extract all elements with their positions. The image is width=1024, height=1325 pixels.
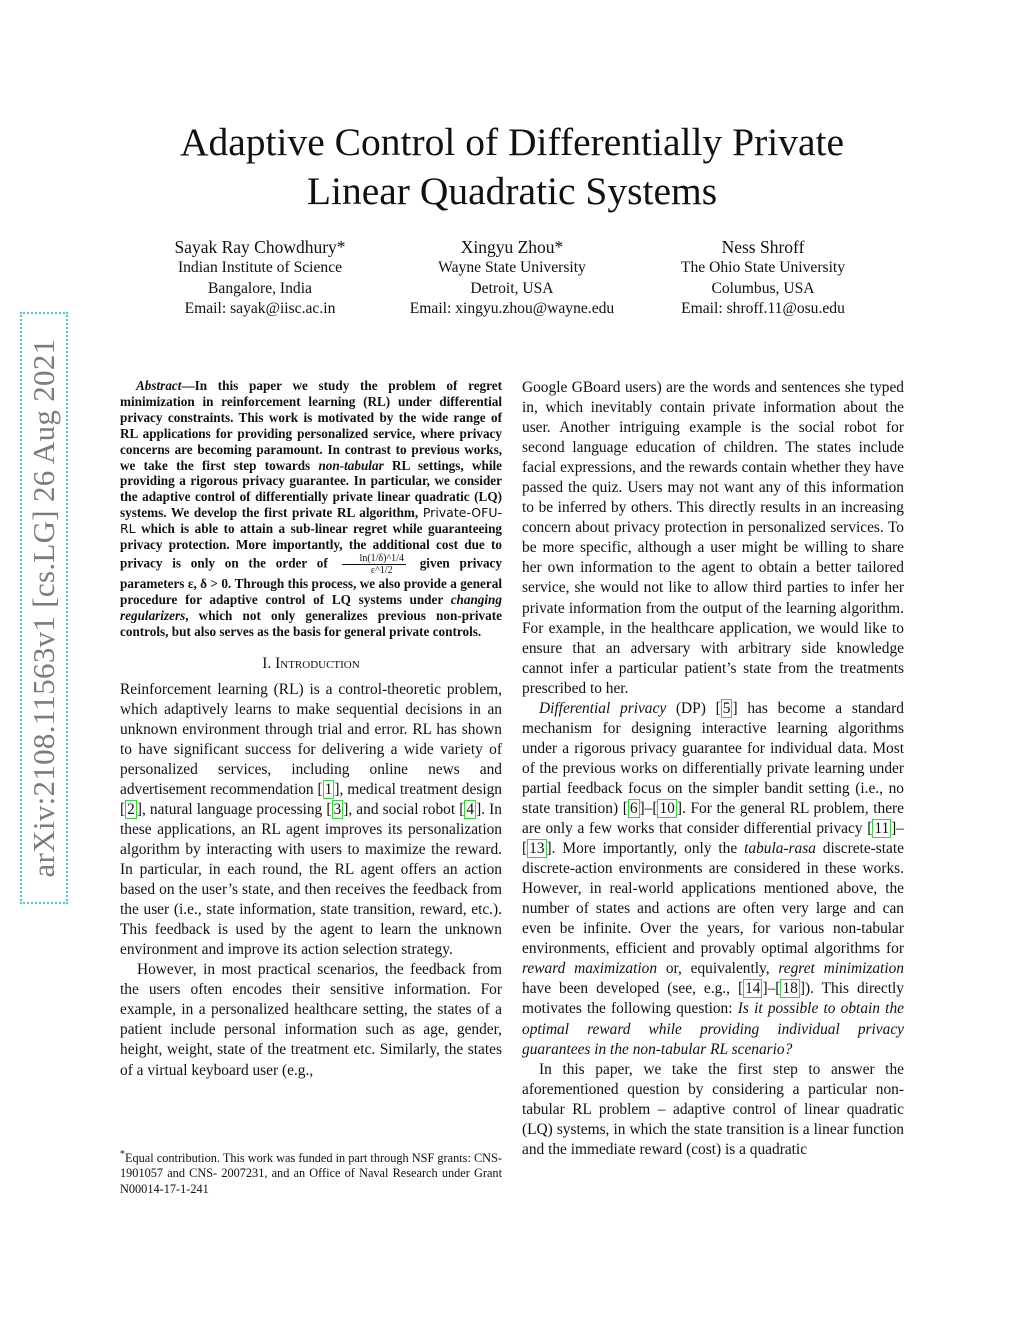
right-column [522, 378, 904, 1160]
citation-link[interactable]: 1 [324, 780, 333, 798]
citation-link[interactable]: 6 [629, 799, 638, 817]
algorithm-name: Private-OFU-RL [120, 505, 502, 537]
citation-link[interactable]: 5 [722, 699, 731, 717]
author-affiliation: The Ohio State University [680, 259, 846, 276]
citation-link[interactable]: 4 [466, 800, 475, 818]
citation-link[interactable]: 13 [529, 840, 545, 858]
citation-link[interactable]: 14 [745, 980, 761, 998]
citation-link[interactable]: 11 [874, 820, 890, 838]
section-heading-introduction: I. Introduction [262, 654, 360, 672]
author-location: Columbus, USA [711, 279, 815, 297]
citation-link[interactable]: 18 [782, 980, 798, 998]
title-line-1: Adaptive Control of Differentially Private [179, 120, 845, 164]
right-paragraph-1: Google GBoard users) are the words and sentences she typed in, which inevitably contain private information about the user. Another intriguing example is the social robot for second language education of children. The states include facial expressions, and the rewards contain whether they have passed the quiz. Users may not want any of this information to be inferred by others. This directly results in an increasing concern about privacy protection in personalized services. To be more specific, although a user might be willing to share her own information to the agent to obtain a better tailored service, she would not like to allow third parties to infer her private information from the output of the learning algorithm. For example, in the healthcare application, we would like to ensure that an adversary with arbitrary side knowledge cannot infer a particular patient’s state from the treatments prescribed to her. [522, 379, 904, 697]
author-affiliation: Indian Institute of Science [177, 259, 343, 276]
abstract: Abstract—In this paper we study the problem of regret minimization in reinforcement learning (RL) under differential privacy constraints. This work is motivated by the wide range of RL applications for providing personalized service, where privacy concerns are becoming paramount. In contrast to previous works, we take the first step towards non-tabular RL settings, while providing a rigorous privacy guarantee. In particular, we consider the adaptive control of differentially private linear quadratic (LQ) systems. We develop the first private RL algorithm, Private-OFU-RL which is able to attain a sub-linear regret while guaranteeing privacy protection. More importantly, the additional cost due to privacy is only on the order of $\frac{\ln(1/\delta)\^{}1/4}{\varepsilon\^{}1/2}$ given privacy parameters ε, δ > 0. Through this process, we also provide a general procedure for adaptive control of LQ systems under changing regularizers, which not only generalizes previous non-private controls, but also serves as the basis for general private controls. [120, 378, 503, 639]
paper-title [120, 118, 904, 216]
author-name: Sayak Ray Chowdhury* [174, 237, 346, 257]
arxiv-id: arXiv:2108.11563v1 [cs.LG] 26 Aug 2021 [26, 338, 61, 878]
author-affiliation: Wayne State University [438, 259, 586, 276]
privacy-cost-fraction: $\frac{\ln(1/\delta)\^{}1/4}{\varepsilon\^{}1/2}$ [342, 553, 406, 576]
author-email: Email: sayak@iisc.ac.in [184, 300, 336, 317]
left-column [120, 378, 502, 1081]
intro-paragraph-2: However, in most practical scenarios, the feedback from the users often encodes their sensitive information. For example, in a personalized healthcare setting, the states of a patient include personal information such as age, gender, height, weight, state of the treatment etc. Similarly, the states of a virtual keyboard user (e.g., [120, 961, 502, 1079]
footnote: *Equal contribution. This work was funded in part through NSF grants: CNS-1901057 and CNS- 2007231, and an Office of Naval Research under Grant N00014-17-1-241 [120, 1149, 502, 1196]
author-name: Ness Shroff [721, 237, 805, 257]
abstract-label: Abstract [136, 378, 182, 393]
citation-link[interactable]: 2 [127, 800, 135, 818]
citation-link[interactable]: 10 [659, 799, 675, 817]
author-block-1 [150, 236, 370, 320]
author-name: Xingyu Zhou* [460, 237, 564, 257]
author-location: Detroit, USA [470, 279, 554, 297]
right-paragraph-2: Differential privacy (DP) [ 5 ] has become a standard mechanism for designing interactive learning algorithms under a rigorous privacy guarantee for individual data. Most of the previous works on differentially private learning under partial feedback focus on the simpler bandit setting (i.e., no state transition) [ 6 ]–[ 10 ]. For the general RL problem, there are only a few works that consider differential privacy [ 11 ]–[ 13 ]. More importantly, only the tabula-rasa discrete-state discrete-action environments are considered in these works. However, in real-world applications mentioned above, the number of states and actions are often very large and can even be infinite. Over the years, for various non-tabular environments, efficient and provably optimal algorithms for reward maximization or, equivalently, regret minimization have been developed (see, e.g., [ 14 ]–[ 18 ]). This directly motivates the following question: Is it possible to obtain the optimal reward while providing individual privacy guarantees in the non-tabular RL scenario? [522, 699, 904, 1058]
right-paragraph-3: In this paper, we take the first step to answer the aforementioned question by considering a particular non-tabular RL problem – adaptive control of linear quadratic (LQ) systems, in which the state transition is a linear function and the immediate reward (cost) is a quadratic [522, 1060, 904, 1158]
author-email: Email: shroff.11@osu.edu [681, 300, 845, 317]
author-location: Bangalore, India [208, 279, 312, 297]
arxiv-stamp [20, 312, 68, 904]
author-block-2 [392, 236, 632, 320]
footnote-marker: * [120, 1149, 125, 1160]
author-email: Email: xingyu.zhou@wayne.edu [409, 300, 615, 317]
intro-paragraph-1: Reinforcement learning (RL) is a control-theoretic problem, which adaptively learns to make sequential decisions in an unknown environment through trial and error. RL has shown to have significant success for delivering a wide variety of personalized services, including online news and advertisement recommendation [ 1 ], medical treatment design [ 2 ], natural language processing [ 3 ], and social robot [ 4 ]. In these applications, an RL agent improves its personalization algorithm by interacting with users to maximize the reward. In particular, in each round, the RL agent offers an action based on the user’s state, and then receives the feedback from the user (i.e., state information, state transition, reward, etc.). This feedback is used by the agent to learn the unknown environment and improve its action selection strategy. [120, 680, 502, 959]
citation-link[interactable]: 3 [333, 800, 342, 818]
author-block-3 [652, 236, 874, 320]
title-line-2: Linear Quadratic Systems [306, 169, 718, 213]
